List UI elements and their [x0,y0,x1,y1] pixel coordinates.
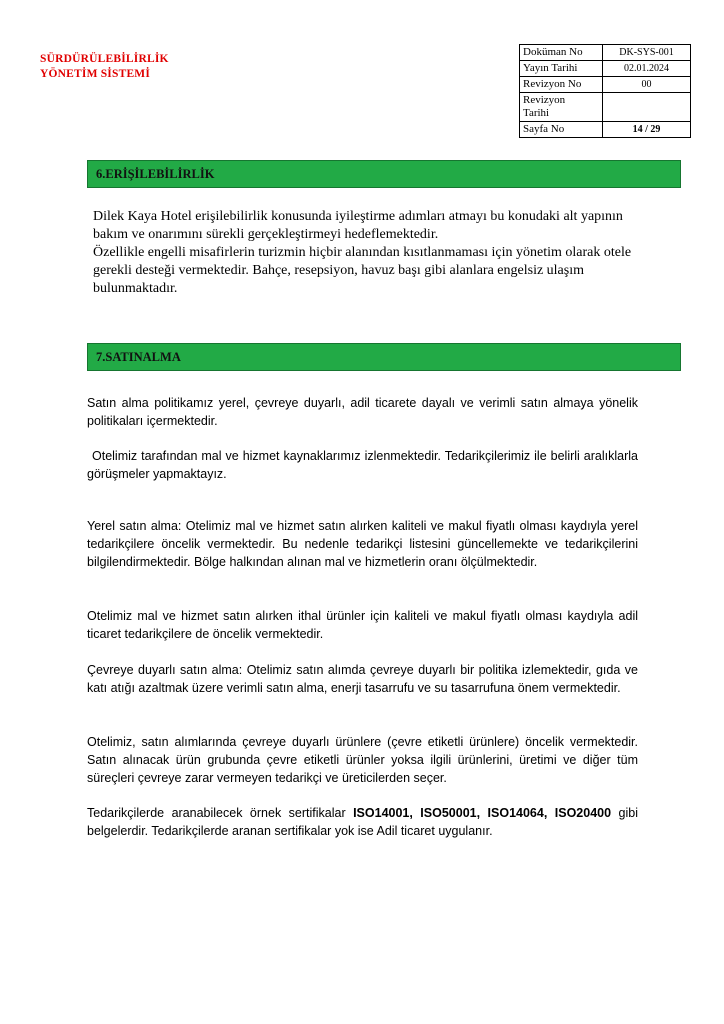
section-7-paragraph-2 [87,447,638,483]
rev-date-label [520,93,603,122]
doc-no-label: Doküman No [520,45,603,61]
section-7-paragraph-7 [87,804,638,840]
doc-no-value: DK-SYS-001 [603,45,691,61]
page-value: 14 / 29 [603,122,691,138]
paragraph-text: Otelimiz tarafından mal ve hizmet kaynaklarımız izlenmektedir. Tedarikçilerimiz ile belirli aralıklarla görüşmeler yapmaktayız. [87,449,638,481]
page-label: Sayfa No [520,122,603,138]
section-6-title: 6.ERİŞİLEBİLİRLİK [96,167,215,181]
rev-date-label-line-2: Tarihi [523,107,550,119]
rev-date-label-line-1: Revizyon [523,94,566,106]
rev-date-value [603,93,691,122]
certificates-intro: Tedarikçilerde aranabilecek örnek sertifikalar [87,806,354,820]
document-meta-table [519,44,691,138]
paragraph-text [87,804,638,840]
section-6-line: Özellikle engelli misafirlerin turizmin hiçbir alanından kısıtlanmaması için yönetim olarak otele [93,245,632,260]
section-6-line: bakım ve onarımını sürekli gerçekleştirmeyi hedeflemektedir. [93,227,439,242]
paragraph-text: Otelimiz mal ve hizmet satın alırken ithal ürünler için kaliteli ve makul fiyatlı olması kaydıyla adil ticaret tedarikçilere de öncelik vermektedir. [87,609,638,641]
pub-date-label: Yayın Tarihi [520,61,603,77]
brand-title [40,52,169,82]
section-7-paragraph-4 [87,607,638,643]
certificates-outro: gibi belgelerdir. Tedarikçilerde aranan sertifikalar yok ise Adil ticaret uygulanır. [87,806,638,838]
section-7-title: 7.SATINALMA [96,350,181,364]
pub-date-value: 02.01.2024 [603,61,691,77]
paragraph-text: Yerel satın alma: Otelimiz mal ve hizmet satın alırken kaliteli ve makul fiyatlı olması kaydıyla yerel tedarikçilere öncelik vermektedir. Bu nedenle tedarikçi listesini güncellemekte ve tedarikçilerini bilgilendirmektedir. Bölge halkından alınan mal ve hizmetlerin oranı ölçülmektedir. [87,519,638,569]
brand-line-2: YÖNETİM SİSTEMİ [40,68,151,80]
section-7-heading-bar [87,343,681,371]
section-7-paragraph-1 [87,394,638,430]
paragraph-text: Otelimiz, satın alımlarında çevreye duyarlı ürünlere (çevre etiketli ürünlere) öncelik vermektedir. Satın alınacak ürün grubunda çevre etiketli ürünler yoksa ilgili ürünlerini, üretimi ve diğer tüm süreçleri çevreye zarar vermeyen tedarikçi ve üreticilerden seçer. [87,735,638,785]
paragraph-text: Çevreye duyarlı satın alma: Otelimiz satın alımda çevreye duyarlı bir politika izlemektedir, gıda ve katı atığı azaltmak üzere verimli satın alma, enerji tasarrufu ve su tasarrufuna önem vermektedir. [87,663,638,695]
section-6-line: bulunmaktadır. [93,281,178,296]
section-6-line: gerekli desteği vermektedir. Bahçe, resepsiyon, havuz başı gibi alanlara engelsiz ulaşım [93,263,584,278]
rev-no-label: Revizyon No [520,77,603,93]
rev-no-value: 00 [603,77,691,93]
section-6-heading-bar [87,160,681,188]
brand-line-1: SÜRDÜRÜLEBİLİRLİK [40,53,169,65]
certificate-list: ISO14001, ISO50001, ISO14064, ISO20400 [353,806,612,820]
paragraph-text: Satın alma politikamız yerel, çevreye duyarlı, adil ticarete dayalı ve verimli satın almaya yönelik politikaları içermektedir. [87,396,638,428]
section-6-body [93,208,663,298]
section-7-paragraph-5 [87,661,638,697]
section-6-line: Dilek Kaya Hotel erişilebilirlik konusunda iyileştirme adımları atmayı bu konudaki alt yapının [93,209,623,224]
section-7-paragraph-6 [87,733,638,787]
section-7-paragraph-3 [87,517,638,571]
